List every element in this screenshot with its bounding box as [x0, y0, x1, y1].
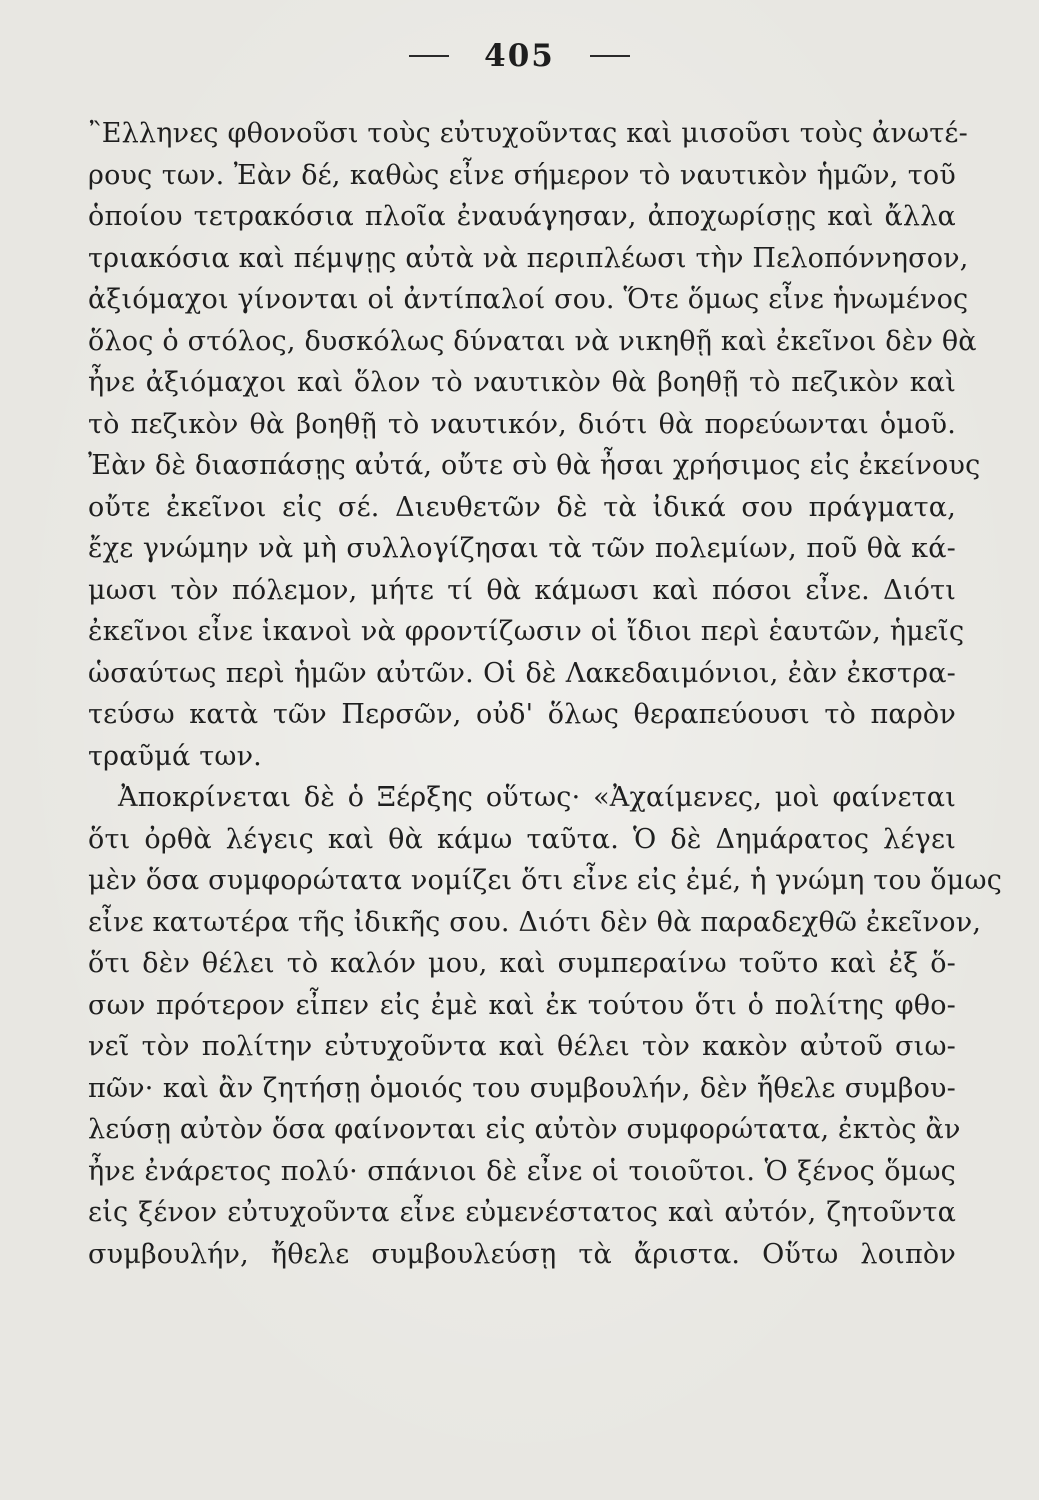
text-line: τὸ πεζικὸν θὰ βοηθῇ τὸ ναυτικόν, διότι θὰ πορεύωνται ὁμοῦ. [88, 408, 956, 440]
text-line: ἀξιόμαχοι γίνονται οἱ ἀντίπαλοί σου. Ὅτε ὅμως εἶνε ἡνωμένος [88, 284, 969, 315]
text-line: σων πρότερον εἶπεν εἰς ἐμὲ καὶ ἐκ τούτου ὅτι ὁ πολίτης φθο- [88, 989, 956, 1021]
text-line: νεῖ τὸν πολίτην εὐτυχοῦντα καὶ θέλει τὸν κακὸν αὐτοῦ σιω- [88, 1031, 956, 1062]
text-line: ἔχε γνώμην νὰ μὴ συλλογίζησαι τὰ τῶν πολεμίων, ποῦ θὰ κά- [88, 533, 956, 564]
text-line: εἰς ξένον εὐτυχοῦντα εἶνε εὐμενέστατος καὶ αὐτόν, ζητοῦντα [88, 1197, 956, 1228]
header-dash-right [590, 55, 630, 57]
text-line: πῶν· καὶ ἂν ζητήσῃ ὁμοιός του συμβουλήν, δὲν ἤθελε συμβου- [88, 1072, 956, 1104]
text-line: μωσι τὸν πόλεμον, μήτε τί θὰ κάμωσι καὶ πόσοι εἶνε. Διότι [88, 574, 956, 606]
text-line: ῍Ελληνες φθονοῦσι τοὺς εὐτυχοῦντας καὶ μισοῦσι τοὺς ἀνωτέ- [88, 118, 968, 149]
text-line: ρους των. Ἐὰν δέ, καθὼς εἶνε σήμερον τὸ ναυτικὸν ἡμῶν, τοῦ [88, 159, 956, 191]
text-line: οὔτε ἐκεῖνοι εἰς σέ. Διευθετῶν δὲ τὰ ἰδικά σου πράγματα, [88, 491, 956, 523]
text-line: ἐκεῖνοι εἶνε ἱκανοὶ νὰ φροντίζωσιν οἱ ἴδιοι περὶ ἑαυτῶν, ἡμεῖς [88, 616, 965, 647]
text-line: ὁποίου τετρακόσια πλοῖα ἐναυάγησαν, ἀποχωρίσῃς καὶ ἄλλα [88, 201, 956, 232]
body-text [88, 113, 1003, 1275]
page-number: 405 [484, 38, 555, 74]
paragraph-start-line: Ἀποκρίνεται δὲ ὁ Ξέρξης οὕτως· «Ἀχαίμενες, μοὶ φαίνεται [118, 782, 956, 813]
text-line: ὅτι ὀρθὰ λέγεις καὶ θὰ κάμω ταῦτα. Ὁ δὲ Δημάρατος λέγει [88, 823, 956, 855]
text-line: εἶνε κατωτέρα τῆς ἰδικῆς σου. Διότι δὲν θὰ παραδεχθῶ ἐκεῖνον, [88, 906, 982, 938]
paragraph-end-line: τραῦμά των. [88, 740, 262, 772]
text-line: ὅλος ὁ στόλος, δυσκόλως δύναται νὰ νικηθῇ καὶ ἐκεῖνοι δὲν θὰ [88, 325, 977, 357]
text-line: τεύσω κατὰ τῶν Περσῶν, οὐδ' ὅλως θεραπεύουσι τὸ παρὸν [88, 699, 956, 730]
text-line: μὲν ὅσα συμφορώτατα νομίζει ὅτι εἶνε εἰς ἐμέ, ἡ γνώμη του ὅμως [88, 865, 1003, 896]
header-dash-left [409, 55, 449, 57]
text-line: τριακόσια καὶ πέμψῃς αὐτὰ νὰ περιπλέωσι τὴν Πελοπόννησον, [88, 242, 969, 274]
text-line: λεύσῃ αὐτὸν ὅσα φαίνονται εἰς αὐτὸν συμφορώτατα, ἐκτὸς ἂν [88, 1114, 961, 1145]
text-line: Ἐὰν δὲ διασπάσῃς αὐτά, οὔτε σὺ θὰ ἦσαι χρήσιμος εἰς ἐκείνους [88, 450, 981, 481]
page-header [0, 38, 1039, 74]
text-line: συμβουλήν, ἤθελε συμβουλεύσῃ τὰ ἄριστα. Οὕτω λοιπὸν [88, 1238, 956, 1270]
text-line: ὡσαύτως περὶ ἡμῶν αὐτῶν. Οἱ δὲ Λακεδαιμόνιοι, ἐὰν ἐκστρα- [88, 657, 956, 689]
text-line: ὅτι δὲν θέλει τὸ καλόν μου, καὶ συμπεραίνω τοῦτο καὶ ἐξ ὅ- [88, 948, 956, 979]
text-line: ἦνε ἀξιόμαχοι καὶ ὅλον τὸ ναυτικὸν θὰ βοηθῇ τὸ πεζικὸν καὶ [88, 367, 956, 398]
text-line: ἦνε ἐνάρετος πολύ· σπάνιοι δὲ εἶνε οἱ τοιοῦτοι. Ὁ ξένος ὅμως [88, 1155, 956, 1187]
